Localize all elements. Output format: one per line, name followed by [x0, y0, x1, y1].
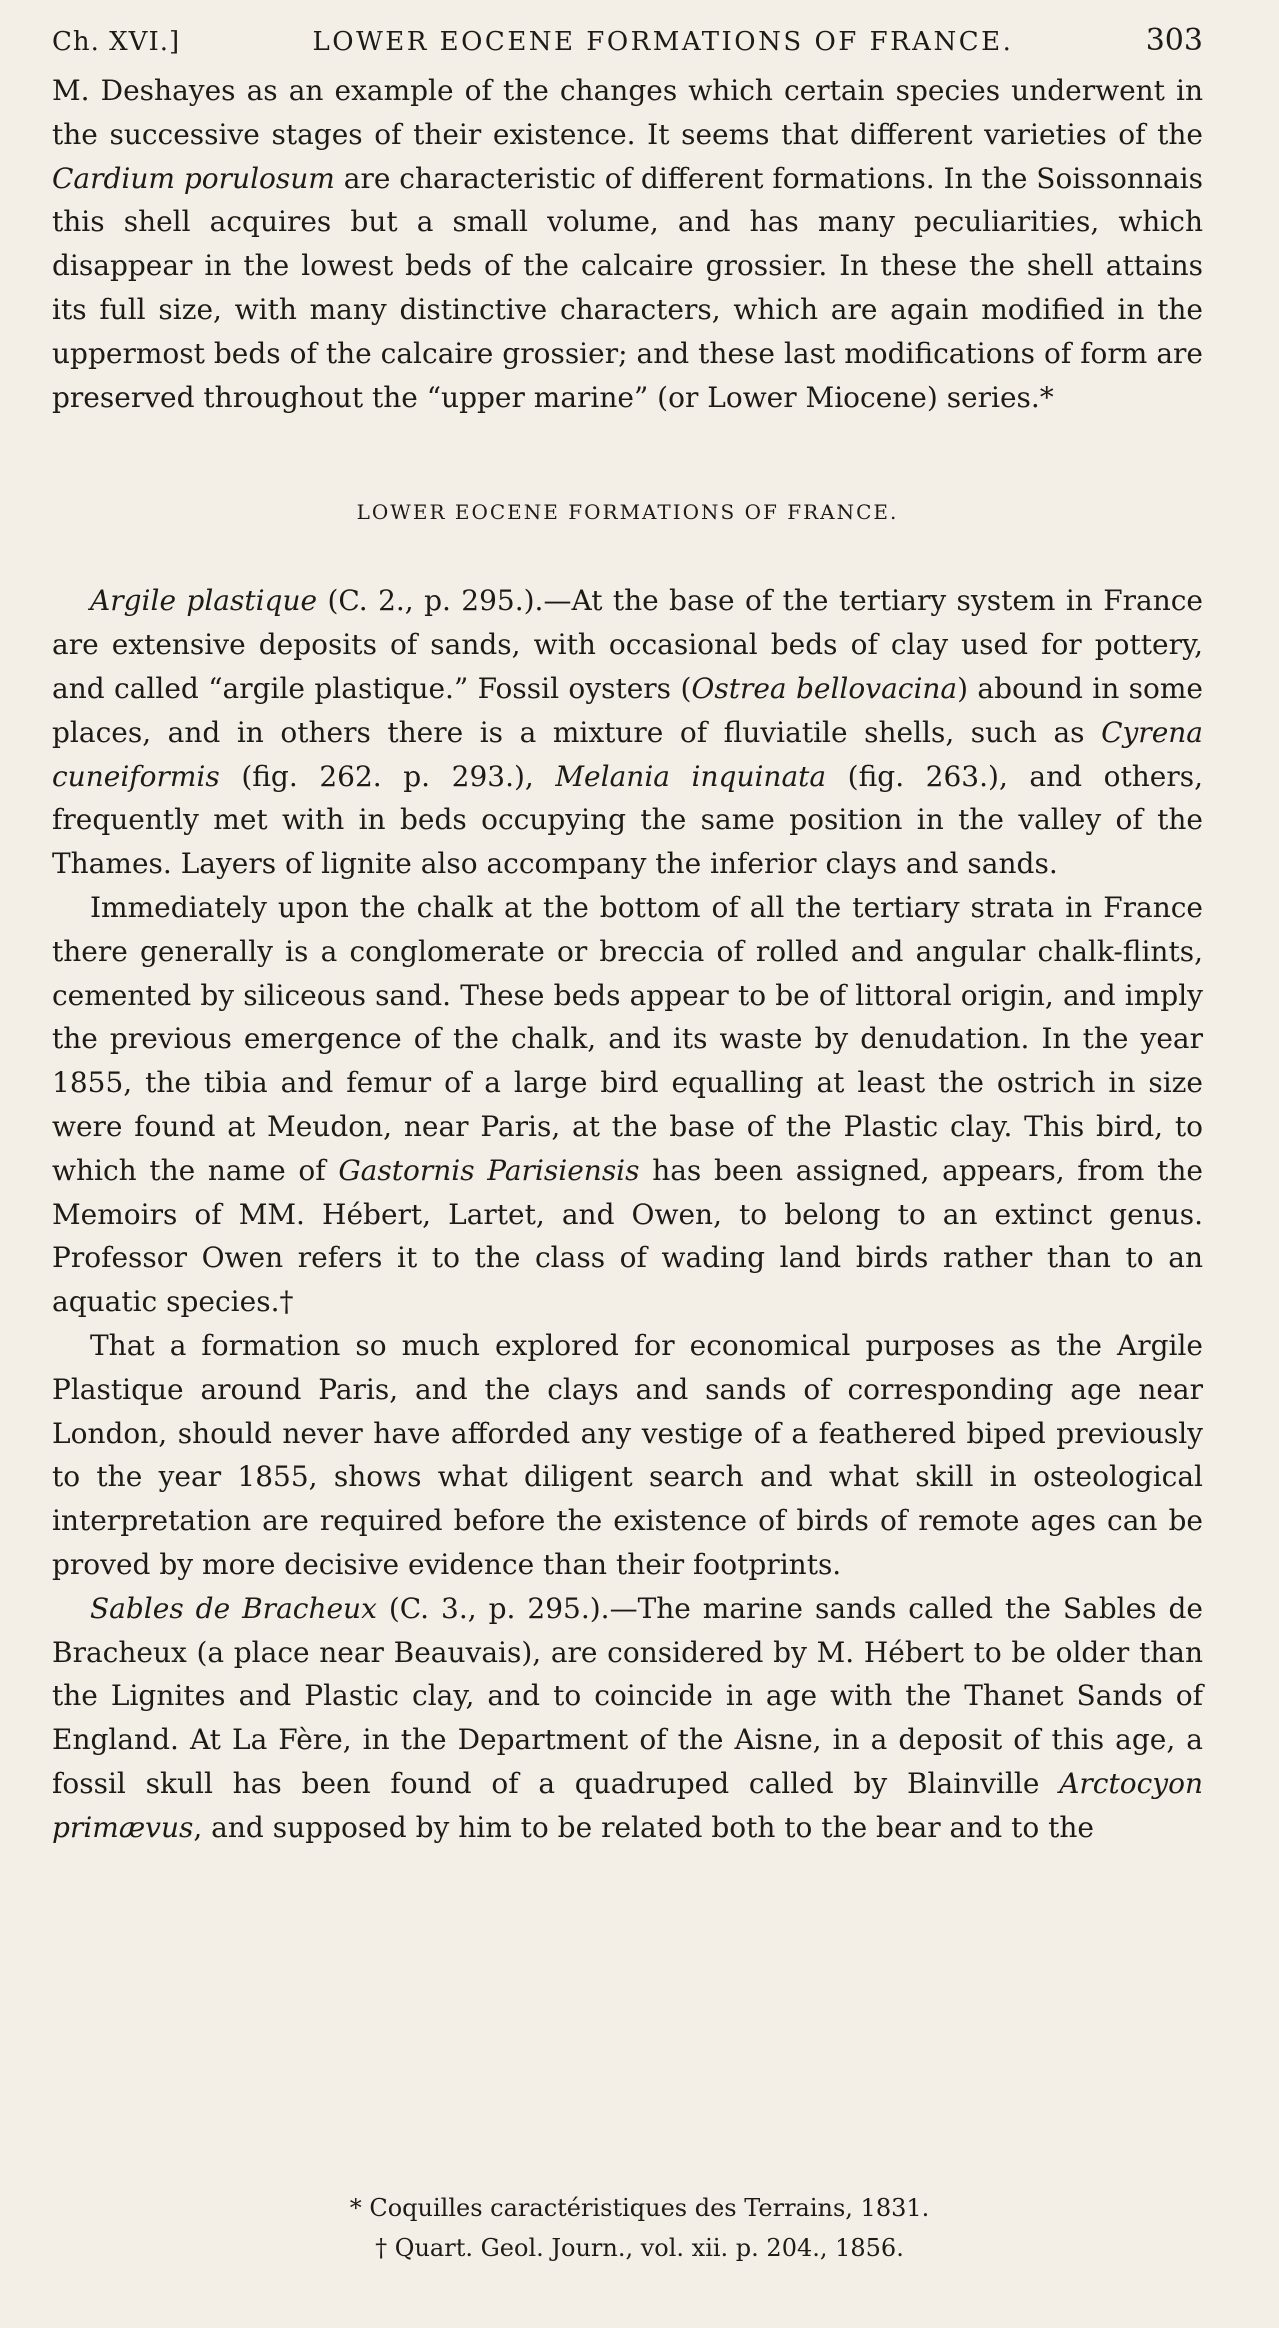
paragraph-deshayes	[52, 69, 1203, 419]
footnote-asterisk: * Coquilles caractéristiques des Terrains, 1831.	[349, 2194, 930, 2222]
species-name: Cardium porulosum	[52, 161, 335, 195]
footnotes	[0, 2188, 1279, 2268]
species-name: Melania inquinata	[555, 759, 827, 793]
paragraph-text: ) abound in some places, and in others there is a mixture of fluviatile shells, such as	[52, 671, 1203, 749]
paragraph-text: has been assigned, appears, from the Memoirs of MM. Hébert, Lartet, and Owen, to belong to an extinct genus. Professor Owen refers it to the class of wading land birds rather than to an aquatic species.†	[52, 1153, 1203, 1319]
subsection-title: Sables de Bracheux	[90, 1591, 377, 1625]
paragraph-sables-de-bracheux	[52, 1587, 1203, 1850]
page-number: 303	[1145, 23, 1203, 58]
section-heading: LOWER EOCENE FORMATIONS OF FRANCE.	[356, 500, 899, 525]
species-name: Ostrea bellovacina	[691, 671, 958, 705]
body-text	[52, 69, 1203, 1849]
paragraph-argile-plastique	[52, 579, 1203, 886]
species-name: Cyrena cuneiformis	[52, 715, 1203, 793]
paragraph-text: are characteristic of different formations. In the Soissonnais this shell acquires but a small volume, and has many peculiarities, which disappear in the lowest beds of the calcaire grossier. In these the shell attains its full size, with many distinctive characters, which are again modified in the uppermost beds of the calcaire grossier; and these last modifications of form are preserved throughout the “upper marine” (or Lower Miocene) series.*	[52, 161, 1203, 414]
running-title: LOWER EOCENE FORMATIONS OF FRANCE.	[312, 27, 1014, 57]
paragraph-text: Immediately upon the chalk at the bottom of all the tertiary strata in France there generally is a conglomerate or breccia of rolled and angular chalk-flints, cemented by siliceous sand. These beds appear to be of littoral origin, and imply the previous emergence of the chalk, and its waste by denudation. In the year 1855, the tibia and femur of a large bird equalling at least the ostrich in size were found at Meudon, near Paris, at the base of the Plastic clay. This bird, to which the name of	[52, 890, 1203, 1187]
paragraph-text: (C. 3., p. 295.).—The marine sands called the Sables de Bracheux (a place near Beauvais), are considered by M. Hébert to be older than the Lignites and Plastic clay, and to coincide in age with the Thanet Sands of England. At La Fère, in the Department of the Aisne, in a deposit of this age, a fossil skull has been found of a quadruped called by Blainville	[52, 1591, 1203, 1800]
running-head	[52, 18, 1203, 65]
paragraph-text: (C. 2., p. 295.).—At the base of the tertiary system in France are extensive deposits of sands, with occasional beds of clay used for pottery, and called “argile plastique.” Fossil oysters (	[52, 584, 1203, 705]
paragraph-text: M. Deshayes as an example of the changes which certain species underwent in the successive stages of their existence. It seems that different varieties of the	[52, 74, 1203, 151]
paragraph-text: , and supposed by him to be related both to the bear and to the	[193, 1810, 1094, 1844]
paragraph-text: (fig. 262. p. 293.),	[219, 759, 556, 793]
paragraph-immediately	[52, 886, 1203, 1324]
paragraph-text: (fig. 263.), and others, frequently met with in beds occupying the same position in the valley of the Thames. Layers of lignite also accompany the inferior clays and sands.	[52, 759, 1204, 881]
chapter-label: Ch. XVI.]	[52, 27, 181, 57]
paragraph-that-formation: That a formation so much explored for economical purposes as the Argile Plastique around Paris, and the clays and sands of corresponding age near London, should never have afforded any vestige of a feathered biped previously to the year 1855, shows what diligent search and what skill in osteological interpretation are required before the existence of birds of remote ages can be proved by more decisive evidence than their footprints.	[52, 1328, 1203, 1581]
species-name: Arctocyon primævus	[52, 1766, 1203, 1844]
subsection-title: Argile plastique	[90, 584, 318, 618]
species-name: Gastornis Parisiensis	[338, 1153, 640, 1187]
footnote-dagger: † Quart. Geol. Journ., vol. xii. p. 204., 1856.	[375, 2234, 904, 2262]
